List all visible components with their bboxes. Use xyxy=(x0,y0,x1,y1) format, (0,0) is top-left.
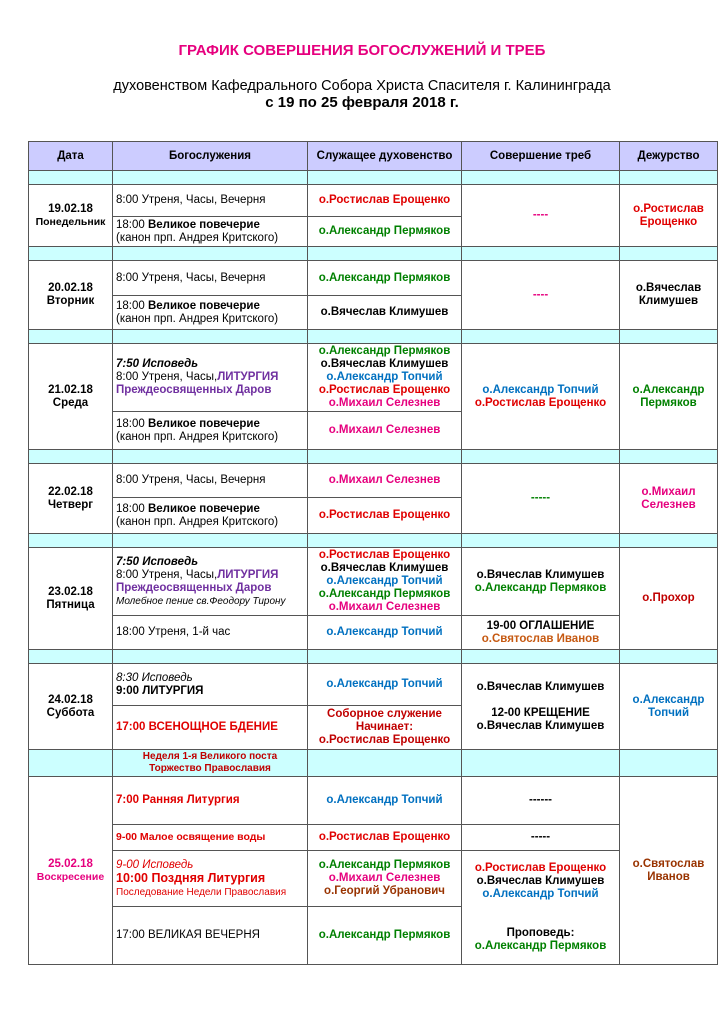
duty-cell: о.Ростислав Ерощенко xyxy=(620,185,718,247)
duty-cell: о.Вячеслав Климушев xyxy=(620,261,718,330)
service-cell: 17:00 ВСЕНОЩНОЕ БДЕНИЕ xyxy=(113,706,308,750)
service-cell: 7:50 Исповедь 8:00 Утреня, Часы,ЛИТУРГИЯ Преждеосвященных Даров Молебное пение св.Феодору Тирону xyxy=(113,548,308,616)
service-cell: 7:50 Исповедь 8:00 Утреня, Часы,ЛИТУРГИЯ Преждеосвященных Даров xyxy=(113,344,308,412)
service-cell: 18:00 Великое повечерие (канон прп. Андрея Критского) xyxy=(113,412,308,450)
clergy-cell: о.Александр Топчий xyxy=(308,777,462,825)
spacer-row xyxy=(29,534,718,548)
rites-cell: 19-00 ОГЛАШЕНИЕ о.Святослав Иванов xyxy=(462,616,620,650)
spacer-row xyxy=(29,650,718,664)
rites-cell: ---- xyxy=(462,261,620,330)
service-cell: 18:00 Великое повечерие (канон прп. Андрея Критского) xyxy=(113,217,308,247)
duty-cell: о.Прохор xyxy=(620,548,718,650)
clergy-cell: о.Михаил Селезнев xyxy=(308,412,462,450)
table-row xyxy=(29,261,718,296)
rites-cell: ---- xyxy=(462,185,620,247)
table-row xyxy=(29,851,718,907)
page-title: ГРАФИК СОВЕРШЕНИЯ БОГОСЛУЖЕНИЙ И ТРЕБ xyxy=(178,42,546,59)
clergy-cell: о.Александр Пермяков xyxy=(308,907,462,965)
date-cell: 21.02.18 Среда xyxy=(29,344,113,450)
service-cell: 8:00 Утреня, Часы, Вечерня xyxy=(113,464,308,498)
date-cell: 22.02.18 Четверг xyxy=(29,464,113,534)
service-cell: 8:00 Утреня, Часы, Вечерня xyxy=(113,261,308,296)
service-cell: 9-00 Малое освящение воды xyxy=(113,825,308,851)
clergy-cell: о.Александр Пермяков xyxy=(308,261,462,296)
service-cell: 18:00 Великое повечерие (канон прп. Андрея Критского) xyxy=(113,296,308,330)
col-header-date: Дата xyxy=(29,142,113,171)
page-period: с 19 по 25 февраля 2018 г. xyxy=(265,94,459,111)
duty-cell: о.Александр Пермяков xyxy=(620,344,718,450)
date-cell: 20.02.18 Вторник xyxy=(29,261,113,330)
table-row xyxy=(29,825,718,851)
table-header-row xyxy=(29,142,718,171)
date-cell: 19.02.18 Понедельник xyxy=(29,185,113,247)
rites-cell: о.Александр Топчий о.Ростислав Ерощенко xyxy=(462,344,620,450)
service-cell: 8:00 Утреня, Часы, Вечерня xyxy=(113,185,308,217)
duty-cell: о.Михаил Селезнев xyxy=(620,464,718,534)
spacer-row xyxy=(29,171,718,185)
col-header-rites: Совершение треб xyxy=(462,142,620,171)
clergy-cell: о.Ростислав Ерощенко о.Вячеслав Климушев о.Александр Топчий о.Александр Пермяков о.Михаил Селезнев xyxy=(308,548,462,616)
clergy-cell: о.Вячеслав Климушев xyxy=(308,296,462,330)
clergy-cell: о.Михаил Селезнев xyxy=(308,464,462,498)
duty-cell: о.Александр Топчий xyxy=(620,664,718,750)
clergy-cell: о.Александр Пермяков xyxy=(308,217,462,247)
clergy-cell: о.Александр Пермяков о.Вячеслав Климушев о.Александр Топчий о.Ростислав Ерощенко о.Михаил Селезнев xyxy=(308,344,462,412)
clergy-cell: о.Ростислав Ерощенко xyxy=(308,825,462,851)
clergy-cell: о.Александр Топчий xyxy=(308,664,462,706)
clergy-cell: Соборное служение Начинает: о.Ростислав Ерощенко xyxy=(308,706,462,750)
clergy-cell: о.Ростислав Ерощенко xyxy=(308,498,462,534)
rites-cell: о.Ростислав Ерощенко о.Вячеслав Климушев о.Александр Топчий Проповедь: о.Александр Пермяков xyxy=(462,851,620,965)
spacer-row xyxy=(29,450,718,464)
rites-cell: о.Вячеслав Климушев о.Александр Пермяков xyxy=(462,548,620,616)
date-cell: 25.02.18 Воскресение xyxy=(29,777,113,965)
service-cell: 9-00 Исповедь 10:00 Поздняя Литургия Последование Недели Православия xyxy=(113,851,308,907)
service-cell: 18:00 Великое повечерие (канон прп. Андрея Критского) xyxy=(113,498,308,534)
table-row xyxy=(29,750,718,777)
table-row xyxy=(29,777,718,825)
date-cell: 24.02.18 Суббота xyxy=(29,664,113,750)
page-subtitle: духовенством Кафедрального Собора Христа Спасителя г. Калининграда xyxy=(113,78,611,94)
table-row xyxy=(29,464,718,498)
table-row xyxy=(29,185,718,217)
col-header-duty: Дежурство xyxy=(620,142,718,171)
rites-cell: о.Вячеслав Климушев 12-00 КРЕЩЕНИЕ о.Вячеслав Климушев xyxy=(462,664,620,750)
schedule-table xyxy=(28,141,718,965)
rites-cell: ------ xyxy=(462,777,620,825)
table-row xyxy=(29,616,718,650)
col-header-clergy: Служащее духовенство xyxy=(308,142,462,171)
table-row xyxy=(29,548,718,616)
service-cell: 18:00 Утреня, 1-й час xyxy=(113,616,308,650)
col-header-services: Богослужения xyxy=(113,142,308,171)
service-cell: 7:00 Ранняя Литургия xyxy=(113,777,308,825)
spacer-row xyxy=(29,330,718,344)
service-cell: 8:30 Исповедь 9:00 ЛИТУРГИЯ xyxy=(113,664,308,706)
sunday-note: Неделя 1-я Великого поста Торжество Православия xyxy=(113,750,308,777)
table-row xyxy=(29,344,718,412)
duty-cell: о.Святослав Иванов xyxy=(620,777,718,965)
clergy-cell: о.Александр Пермяков о.Михаил Селезнев о.Георгий Убранович xyxy=(308,851,462,907)
clergy-cell: о.Александр Топчий xyxy=(308,616,462,650)
service-cell: 17:00 ВЕЛИКАЯ ВЕЧЕРНЯ xyxy=(113,907,308,965)
table-row xyxy=(29,664,718,706)
date-cell: 23.02.18 Пятница xyxy=(29,548,113,650)
spacer-row xyxy=(29,247,718,261)
rites-cell: ----- xyxy=(462,825,620,851)
clergy-cell: о.Ростислав Ерощенко xyxy=(308,185,462,217)
rites-cell: ----- xyxy=(462,464,620,534)
